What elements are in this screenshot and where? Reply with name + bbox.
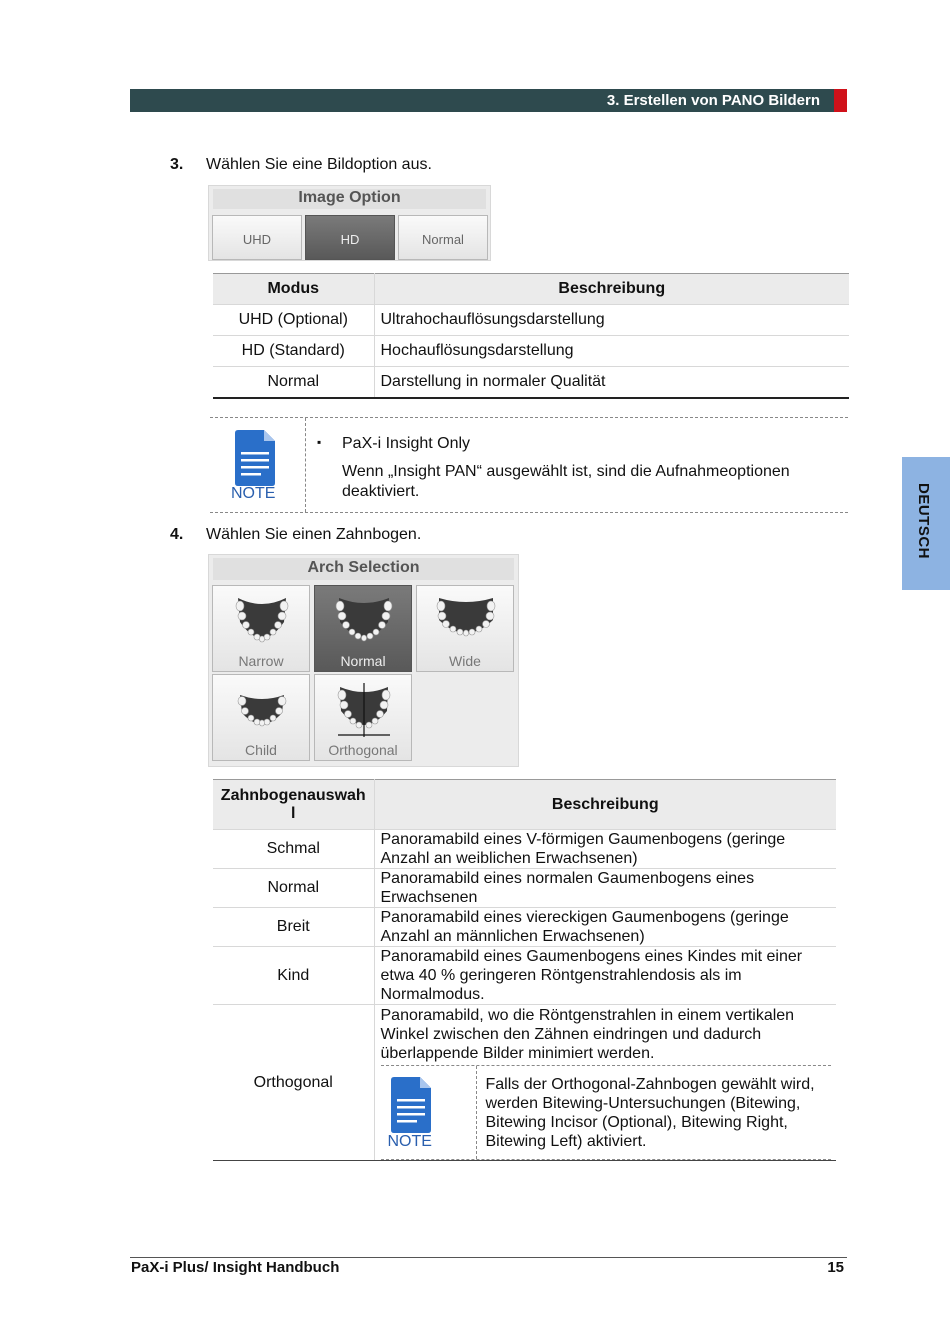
option-uhd-button[interactable]: UHD bbox=[212, 215, 302, 260]
arch-narrow-button[interactable] bbox=[212, 585, 310, 672]
arch-label: Child bbox=[245, 742, 277, 758]
dental-arch-child-icon bbox=[232, 683, 292, 737]
note-text: Falls der Orthogonal-Zahnbogen gewählt wird, werden Bitewing-Untersuchungen (Bitewing, Bitewing Incisor (Optional), Bitewing Right, Bitewing Left) aktiviert. bbox=[485, 1076, 815, 1150]
description-cell: Panoramabild eines V-förmigen Gaumenbogens (geringe Anzahl an weiblichen Erwachsenen) bbox=[374, 830, 836, 869]
arch-name-cell: Breit bbox=[213, 908, 374, 947]
chapter-header-bar bbox=[130, 89, 834, 112]
dental-arch-orthogonal-icon bbox=[334, 683, 394, 737]
arch-label: Orthogonal bbox=[328, 742, 398, 758]
note-text: Wenn „Insight PAN“ ausgewählt ist, sind die Aufnahmeoptionen deaktiviert. bbox=[342, 463, 790, 500]
step-3-text: Wählen Sie eine Bildoption aus. bbox=[206, 156, 432, 173]
note-box bbox=[381, 1065, 831, 1160]
image-option-table bbox=[213, 273, 849, 399]
note-label: NOTE bbox=[231, 485, 276, 502]
table-row bbox=[213, 869, 836, 908]
footer-divider bbox=[130, 1257, 847, 1258]
header-accent-block bbox=[834, 89, 847, 112]
bullet-icon: ▪ bbox=[317, 435, 322, 449]
note-document-icon bbox=[391, 1077, 433, 1133]
language-side-tab bbox=[902, 457, 950, 590]
description-cell: Panoramabild, wo die Röntgenstrahlen in einem vertikalen Winkel zwischen den Zähnen eindringen und dadurch überlappende Bilder minimiert werden. bbox=[380, 1007, 795, 1062]
table-row bbox=[213, 830, 836, 869]
mode-cell: UHD (Optional) bbox=[213, 305, 374, 336]
arch-name-cell: Kind bbox=[213, 947, 374, 1005]
arch-child-button[interactable] bbox=[212, 674, 310, 761]
language-label: DEUTSCH bbox=[915, 483, 932, 560]
description-cell: Hochauflösungsdarstellung bbox=[374, 336, 849, 367]
image-option-panel bbox=[208, 185, 491, 261]
arch-label: Normal bbox=[340, 653, 386, 669]
table-header bbox=[213, 780, 374, 830]
table-header: Beschreibung bbox=[374, 780, 836, 830]
note-title: PaX-i Insight Only bbox=[342, 435, 471, 452]
description-cell: Ultrahochauflösungsdarstellung bbox=[374, 305, 849, 336]
arch-selection-title: Arch Selection bbox=[307, 559, 420, 576]
note-label: NOTE bbox=[387, 1133, 432, 1150]
arch-selection-table bbox=[213, 779, 836, 1161]
arch-name-cell: Normal bbox=[213, 869, 374, 908]
arch-name-cell: Orthogonal bbox=[213, 1005, 374, 1161]
option-hd-button[interactable]: HD bbox=[305, 215, 395, 260]
image-option-title: Image Option bbox=[298, 189, 401, 206]
table-header: Beschreibung bbox=[374, 274, 849, 305]
arch-wide-button[interactable] bbox=[416, 585, 514, 672]
table-row bbox=[213, 908, 836, 947]
table-row bbox=[213, 305, 849, 336]
dental-arch-wide-icon bbox=[436, 594, 496, 648]
footer-manual-title: PaX-i Plus/ Insight Handbuch bbox=[131, 1259, 340, 1276]
step-3-number: 3. bbox=[170, 156, 184, 173]
table-header: Modus bbox=[213, 274, 374, 305]
note-box bbox=[210, 417, 848, 513]
description-cell: Panoramabild eines Gaumenbogens eines Kindes mit einer etwa 40 % geringeren Röntgenstrahlendosis als im Normalmodus. bbox=[374, 947, 836, 1005]
page-number: 15 bbox=[827, 1259, 844, 1276]
option-normal-button[interactable]: Normal bbox=[398, 215, 488, 260]
dental-arch-normal-icon bbox=[334, 594, 394, 648]
table-row bbox=[213, 1005, 836, 1161]
arch-label: Narrow bbox=[238, 653, 284, 669]
description-cell: Darstellung in normaler Qualität bbox=[374, 367, 849, 398]
description-cell: Panoramabild eines normalen Gaumenbogens eines Erwachsenen bbox=[374, 869, 836, 908]
mode-cell: Normal bbox=[213, 367, 374, 398]
arch-selection-panel bbox=[208, 554, 519, 767]
arch-name-cell: Schmal bbox=[213, 830, 374, 869]
arch-orthogonal-button[interactable] bbox=[314, 674, 412, 761]
description-cell: Panoramabild eines viereckigen Gaumenbogens (geringe Anzahl an männlichen Erwachsenen) bbox=[374, 908, 836, 947]
table-row bbox=[213, 947, 836, 1005]
table-row bbox=[213, 336, 849, 367]
arch-normal-button[interactable] bbox=[314, 585, 412, 672]
mode-cell: HD (Standard) bbox=[213, 336, 374, 367]
chapter-title: 3. Erstellen von PANO Bildern bbox=[606, 92, 820, 109]
step-4-text: Wählen Sie einen Zahnbogen. bbox=[206, 526, 422, 543]
table-header-text: Zahnbogenauswahl bbox=[220, 786, 366, 822]
table-row bbox=[213, 367, 849, 398]
step-4-number: 4. bbox=[170, 526, 184, 543]
arch-label: Wide bbox=[449, 653, 481, 669]
note-document-icon bbox=[235, 430, 277, 486]
dental-arch-narrow-icon bbox=[232, 594, 292, 648]
